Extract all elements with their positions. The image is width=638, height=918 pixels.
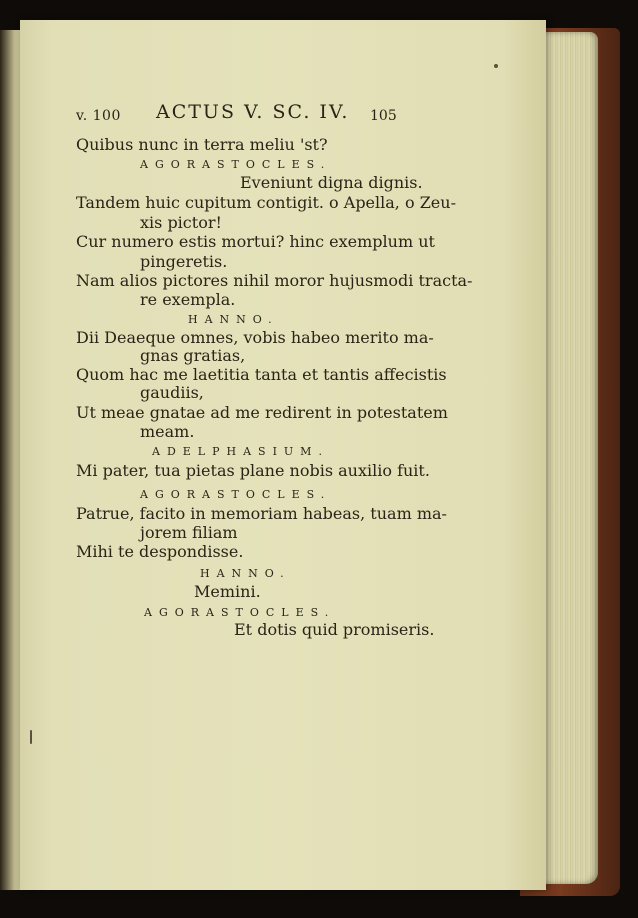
verse-line: gaudiis, [140,383,204,402]
speaker-name: AGORASTOCLES. [140,488,332,501]
verse-line: jorem filiam [140,523,238,542]
running-title: ACTUS V. SC. IV. [156,101,350,123]
verse-line: pingeretis. [140,252,228,271]
verse-line: Quom hac me laetitia tanta et tantis affecistis [76,365,447,384]
speaker-name: AGORASTOCLES. [140,158,332,171]
verse-line: Et dotis quid promiseris. [234,620,435,639]
paper-speck [494,64,498,68]
verse-line: meam. [140,422,195,441]
verse-line: Nam alios pictores nihil moror hujusmodi tracta- [76,271,473,290]
speaker-name: HANNO. [188,313,279,326]
verse-line: Mi pater, tua pietas plane nobis auxilio fuit. [76,461,430,480]
verse-line: Patrue, facito in memoriam habeas, tuam ma- [76,504,447,523]
verse-number: v. 100 [76,108,121,124]
speaker-name: HANNO. [200,567,291,580]
verse-line: Quibus nunc in terra meliu 'st? [76,135,328,154]
speaker-name: AGORASTOCLES. [144,606,336,619]
paper-speck [30,730,32,744]
verse-line: Cur numero estis mortui? hinc exemplum ut [76,232,435,251]
verse-line: Memini. [194,582,261,601]
page-number: 105 [370,108,397,124]
verse-line: re exempla. [140,290,236,309]
book-page [20,20,546,890]
verse-line: Tandem huic cupitum contigit. o Apella, o Zeu- [76,193,456,212]
speaker-name: ADELPHASIUM. [152,445,329,458]
verse-line: gnas gratias, [140,346,246,365]
verse-line: Ut meae gnatae ad me redirent in potestatem [76,403,448,422]
verse-line: Dii Deaeque omnes, vobis habeo merito ma- [76,328,434,347]
verse-line: xis pictor! [140,213,222,232]
verse-line: Mihi te despondisse. [76,542,244,561]
verse-line: Eveniunt digna dignis. [240,173,423,192]
